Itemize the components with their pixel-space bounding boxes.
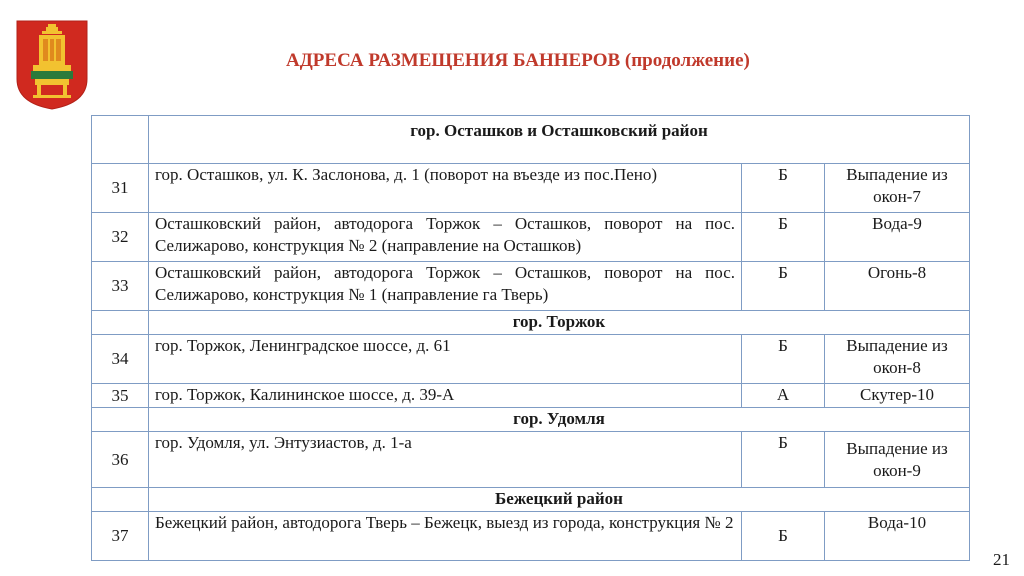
category-cell: Б <box>742 164 825 213</box>
address-cell: Бежецкий район, автодорога Тверь – Бежецк, выезд из города, конструкция № 2 <box>149 512 742 561</box>
section-heading: гор. Осташков и Осташковский район <box>149 116 970 164</box>
category-cell: Б <box>742 213 825 262</box>
row-number: 37 <box>92 512 149 561</box>
table-row <box>92 384 970 408</box>
model-cell: Выпадение из окон-8 <box>825 335 970 384</box>
address-cell: гор. Торжок, Калининское шоссе, д. 39-А <box>149 384 742 408</box>
table-row <box>92 262 970 311</box>
row-number: 31 <box>92 164 149 213</box>
model-cell: Вода-10 <box>825 512 970 561</box>
address-cell: Осташковский район, автодорога Торжок – Осташков, поворот на пос. Селижарово, конструкция № 1 (направление га Тверь) <box>149 262 742 311</box>
model-cell: Выпадение из окон-9 <box>825 432 970 488</box>
table-row <box>92 213 970 262</box>
row-number: 35 <box>92 384 149 408</box>
table-row <box>92 164 970 213</box>
category-cell: Б <box>742 512 825 561</box>
section-heading: Бежецкий район <box>149 488 970 512</box>
model-cell: Скутер-10 <box>825 384 970 408</box>
row-number: 32 <box>92 213 149 262</box>
model-cell: Огонь-8 <box>825 262 970 311</box>
address-cell: Осташковский район, автодорога Торжок – Осташков, поворот на пос. Селижарово, конструкция № 2 (направление на Осташков) <box>149 213 742 262</box>
category-cell: А <box>742 384 825 408</box>
row-number: 34 <box>92 335 149 384</box>
section-header-row <box>92 488 970 512</box>
page-number: 21 <box>993 550 1010 569</box>
row-number: 36 <box>92 432 149 488</box>
table-row <box>92 512 970 561</box>
address-cell: гор. Удомля, ул. Энтузиастов, д. 1-а <box>149 432 742 488</box>
category-cell: Б <box>742 262 825 311</box>
section-heading: гор. Удомля <box>149 408 970 432</box>
model-cell: Выпадение из окон-7 <box>825 164 970 213</box>
model-cell: Вода-9 <box>825 213 970 262</box>
section-heading: гор. Торжок <box>149 311 970 335</box>
row-number: 33 <box>92 262 149 311</box>
table-row <box>92 335 970 384</box>
address-cell: гор. Осташков, ул. К. Заслонова, д. 1 (поворот на въезде из пос.Пено) <box>149 164 742 213</box>
coat-of-arms-icon <box>15 19 89 111</box>
table-row <box>92 432 970 488</box>
category-cell: Б <box>742 335 825 384</box>
section-header-row <box>92 408 970 432</box>
category-cell: Б <box>742 432 825 488</box>
section-header-row <box>92 311 970 335</box>
address-cell: гор. Торжок, Ленинградское шоссе, д. 61 <box>149 335 742 384</box>
banner-addresses-table <box>91 115 970 561</box>
page-title: АДРЕСА РАЗМЕЩЕНИЯ БАННЕРОВ (продолжение) <box>286 50 750 71</box>
section-header-row <box>92 116 970 164</box>
